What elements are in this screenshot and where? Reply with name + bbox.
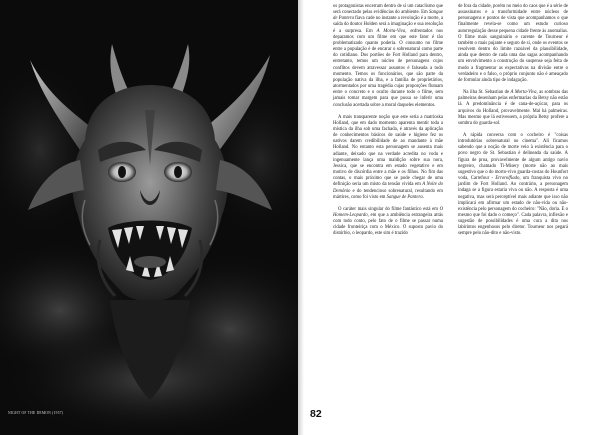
film-title: O Homem-Leopardo [333,206,443,218]
photo-page [0,0,298,435]
paragraph: O caráter mais singular do filme fantástico está em O Homem-Leopardo, em que a ambiência estrangeira atrás com todo conto, pelo fato de o filme se passar numa cidade fronteiriça com o México. O suposto pavio do distúrbio, o leopardo, este sim é trazido [333,206,443,237]
film-title: Sangue de Pantera [333,10,443,22]
page-gutter [298,0,304,435]
paragraph: A rápida conversa com o cocheiro é "coisas introdutórias sobrenatural no cinema". Ali ficamos sabendo que a noção de morte veio à existência para o povo negro de St. Sebastian é delineada da saúde. A figura de proa, provavelmente de algum antigo navio negreiro, chamado Ti-Misery (morte não ao mais sugestivo que o do morto-vivo guarda-costas do Hounfort voda, Carrefour - Errorolfiado, um franquista vivo no jardim de Fort Holland. Ao contrário, a personagem indaga se a figura estaria viva ou não. A resposta é uma negativa, mas será perceptível mais adiante que isso não implicará em afirmar um estado de não-vida ou não-existência pelo personagem do cocheiro: "Não, doria. E o mesmo que foi dado o começo". Cada palavra, inflexão e sugestão de possibilidades é uma cura a dita nos labirintos engenhosos pelo diretor. Tourneur nos pegará sempre pelo não-dito e não-visto. [458,132,568,237]
film-title: A Morta-Viva [510,90,537,96]
paragraph: os protagonistas encerram dentro de si um cataclismo que será conectado pelas evidências do ambiente. Em Sangue de Pantera fiava cade no instante a revolução é a morte, a saída do doutor Holden será a imaginação e sua resolução é a surpresa. Em A Morta-Viva, enfrentados nos deparamos com um filme em que este fator é tão problematizado quanto poderia. O consumo no filme entre a população é de encarar o sobrenatural como parte do cotidiano. Dos portões de Fort Holland para dentro, entretanto, temos um núcleo de personagens cujos conflitos devem atravessar assuntos é falseada a todo momento. Temos os funcionários, que são parte da população nativa da ilha, e a família de proprietários, atormentados por uma tragédia cujas proporções flutuam entre o concreto e o oculto durante todo o filme, sem jamais tomar margem para que possa se inferir uma conclusão acertada sobre a moral daqueles elementos. [333,4,444,108]
film-title: A Morta-Viva [376,28,406,34]
photo-caption: NIGHT OF THE DEMON (1957) [8,411,64,415]
paragraph: de fora da cidade, porém no meio do caos que é a série de assassinatos e a transformidade entre núcleos de personagens e pontos de vista que acompanhamos o que finalmente revela-se como um estudo curioso autorregulação desse pequena cidade frente às anomalias. O filme mais sanguinário e carente de Tourneur é também o mais pujante e seguro de si, onde os eventos se resolvem dentro do limite razoável da plausibilidade, ainda que dentro de cada uma das sagas acompanhando um envolvimento a construção do suspense seja feita de modo a fragmentar as expectativas na divisão entre o verdadeiro e o falso, o próprio conjunto não é ameaçado de formular ainda tipo de indagação. [458,4,568,83]
film-title: Sangue de Pantera [386,194,423,200]
text-column-2 [458,4,568,400]
page-number: 82 [310,408,322,420]
demon-photo [0,0,298,435]
paragraph: Na ilha St. Sebastian de A Morta-Viva, as sombras das palmeiras desenham pelas enfermarias da Betsy não estão lá. A predominância é de cana-de-açúcar, para os arquivos do Holland, provavelmente. Mal há palmeiras. Mas mesmo que lá estivessem, a própria Betsy profere a sombra do guarda-sol. [458,90,569,126]
text-column-1 [333,4,443,400]
film-title: A Noite do Demônio [333,182,444,194]
paragraph: A mais transparente noção que este seria a matrioska Holland, que em dado momento aparenta mentir toda a mística da ilha sob uma fachada, é através da aplicação de conhecimentos básicos de saúde e higiene fez os nativos darem credibilidade de ao mandante à mãe Holland. No entanto esta personagem se ausenta mais adiante, deixado que na verdade acredita no vodu e ingenuamente lança uma maldição sobre sua nora, Jessica, que se encontra em estado vegetativo e em motivo de discórdia entre a mãe e os filhos. No fim das contas, o mais próximo que se pode chegar de uma definição seria um misto da tensão vivida em A Noite do Demônio e do tendencioso sobrenatural, resultando em mártires, como foi visto em Sangue de Pantera. [333,114,444,200]
film-title: Errorolfiado [495,176,520,182]
